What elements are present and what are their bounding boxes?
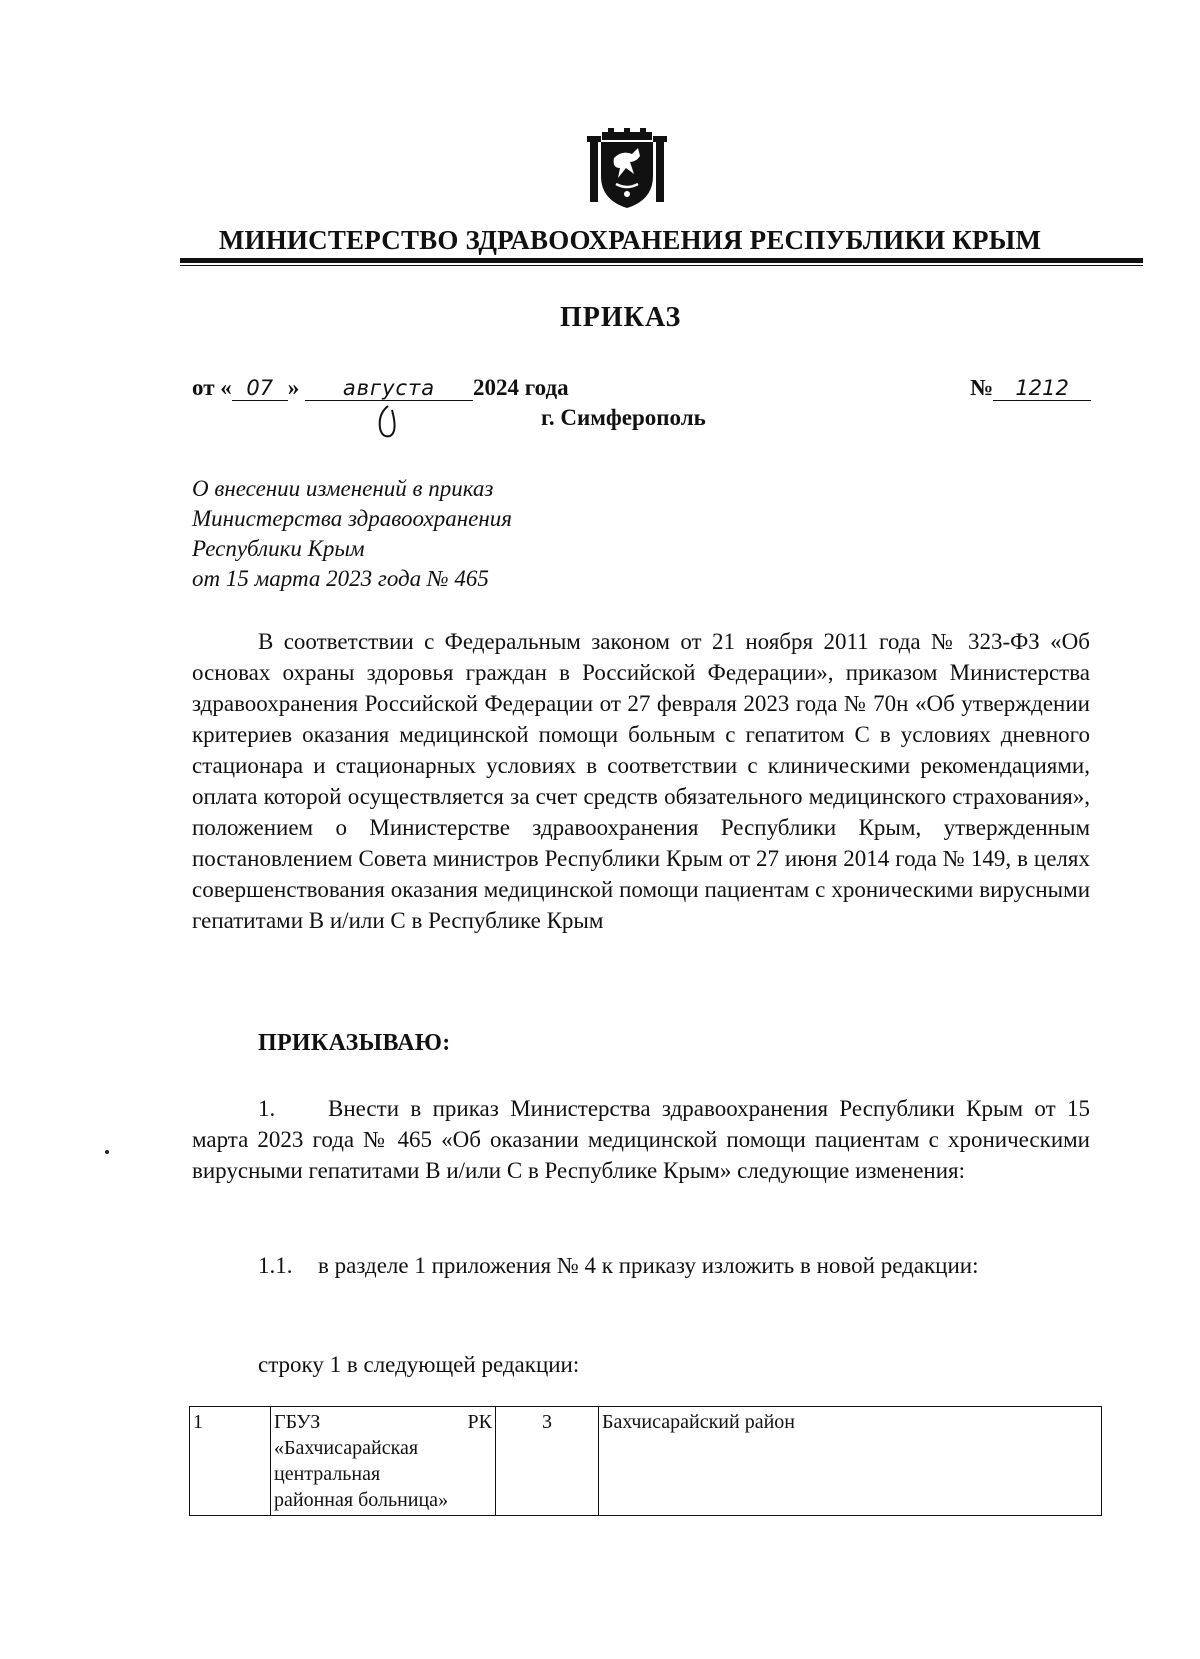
item-number: 1.1.: [258, 1253, 293, 1278]
order-number: [970, 375, 1091, 401]
number-label: №: [970, 375, 994, 400]
header-rule-thick: [180, 258, 1143, 263]
scan-speck: [105, 1150, 109, 1154]
header-rule-thin: [180, 265, 1143, 266]
organization-cell: [271, 1407, 496, 1516]
date-year: 2024 года: [473, 375, 569, 400]
subject-line: от 15 марта 2023 года № 465: [192, 566, 489, 591]
orders-heading: ПРИКАЗЫВАЮ:: [258, 1030, 451, 1056]
order-date: [192, 375, 569, 401]
subject-line: Республики Крым: [192, 536, 365, 561]
handwritten-month: августа: [305, 376, 473, 401]
order-subject: [192, 474, 692, 594]
preamble-paragraph: В соответствии с Федеральным законом от 21 ноября 2011 года № 323-ФЗ «Об основах охраны здоровья граждан в Российской Федерации», приказом Министерства здравоохранения Российской Федерации от 27 февраля 2023 года № 70н «Об утверждении критериев оказания медицинской помощи больным с гепатитом С в условиях дневного стационара и стационарных условиях в соответствии с клиническими рекомендациями, оплата которой осуществляется за счет средств обязательного медицинского страхования», положением о Министерстве здравоохранения Республики Крым, утвержденным постановлением Совета министров Республики Крым от 27 июня 2014 года № 149, в целях совершенствования оказания медицинской помощи пациентам с хроническими вирусными гепатитами В и/или С в Республике Крым: [192, 629, 1090, 933]
table-row: [190, 1407, 1102, 1516]
date-prefix: от «: [192, 375, 232, 400]
date-quote-close: »: [287, 375, 300, 400]
count-cell: 3: [496, 1407, 599, 1516]
city: г. Симферополь: [541, 405, 706, 430]
order-item-1: [192, 1093, 1090, 1186]
organization-prefix: ГБУЗ: [274, 1411, 321, 1433]
ministry-name: МИНИСТЕРСТВО ЗДРАВООХРАНЕНИЯ РЕСПУБЛИКИ КРЫМ: [218, 225, 1042, 255]
item-text: в разделе 1 приложения № 4 к приказу изложить в новой редакции:: [318, 1253, 979, 1278]
item-text: Внести в приказ Министерства здравоохранения Республики Крым от 15 марта 2023 года № 465 «Об оказании медицинской помощи пациентам с хроническими вирусными гепатитами В и/или С в Республике Крым» следующие изменения:: [192, 1096, 1090, 1183]
area-cell: Бахчисарайский район: [599, 1407, 1102, 1516]
item-number: 1.: [258, 1096, 276, 1121]
amendment-table: [189, 1406, 1102, 1516]
order-item-1-1: [192, 1250, 1090, 1281]
organization-line: «Бахчисарайская: [274, 1437, 419, 1459]
organization-line: районная больница»: [274, 1489, 449, 1511]
handwriting-mark-icon: [374, 404, 404, 440]
organization-suffix: РК: [467, 1411, 492, 1433]
organization-first-line: [274, 1409, 492, 1435]
crimea-coat-of-arms-icon: [586, 128, 668, 210]
document-type: ПРИКАЗ: [560, 302, 682, 333]
row-intro: строку 1 в следующей редакции:: [258, 1352, 580, 1377]
row-number-cell: 1: [190, 1407, 271, 1516]
subject-line: Министерства здравоохранения: [192, 506, 512, 531]
handwritten-number: 1212: [993, 376, 1091, 401]
subject-line: О внесении изменений в приказ: [192, 476, 494, 501]
organization-line: центральная: [274, 1463, 381, 1485]
handwritten-day: 07: [232, 376, 288, 401]
